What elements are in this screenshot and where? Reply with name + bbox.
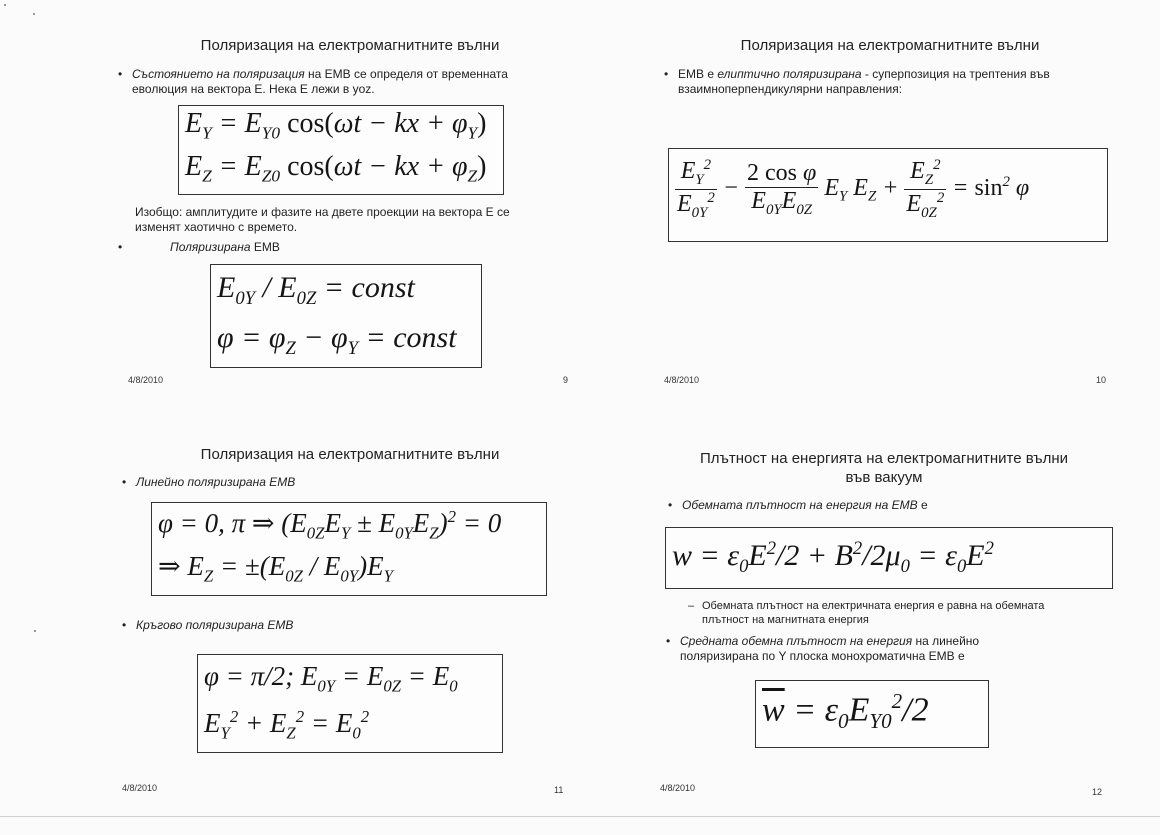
bullet-text: на линейно bbox=[912, 634, 980, 648]
note-line2: изменят хаотично с времето. bbox=[135, 220, 298, 234]
bullet-dot: • bbox=[118, 240, 123, 254]
bullet-dot: • bbox=[668, 498, 673, 512]
slide-number: 10 bbox=[1096, 375, 1107, 385]
bullet-italic-text: Линейно поляризирана ЕМВ bbox=[136, 475, 296, 489]
bullet-text: ЕМВ е bbox=[678, 67, 718, 81]
equation-amplitude-ratio: $E_{0Y} / E_{0Z}$ = const bbox=[217, 271, 415, 309]
scan-speck bbox=[33, 13, 35, 15]
equation-box-mean-energy bbox=[755, 680, 989, 748]
sub-bullet bbox=[688, 599, 1122, 627]
equation-ez: $E_Z = E_{Z0}$ cos(ωt − kx + $\varphi_Z$) bbox=[185, 151, 487, 186]
slide-10 bbox=[640, 28, 1160, 428]
scan-edge bbox=[0, 816, 1160, 817]
equation-box-linear bbox=[151, 502, 547, 596]
slide-9 bbox=[100, 28, 640, 428]
slide-12 bbox=[640, 435, 1160, 835]
equation-ey: $E_Y = E_{Y0}$ cos(ωt − kx + $\varphi_Y$) bbox=[185, 108, 487, 143]
bullet-text: - суперпозиция на трептения във bbox=[861, 67, 1050, 81]
note-text bbox=[135, 205, 595, 235]
bullet-dot: • bbox=[118, 67, 123, 81]
equation-box-field-components bbox=[178, 105, 504, 195]
equation-box-circular bbox=[197, 654, 503, 753]
equation-circular-condition: φ = π/2; $E_{0Y} = E_{0Z} = E_0$ bbox=[204, 661, 458, 696]
slide-date: 4/8/2010 bbox=[664, 375, 700, 385]
bullet bbox=[118, 67, 602, 97]
bullet-text-line2: взаимноперпендикулярни направления: bbox=[678, 82, 903, 96]
fraction-ez: $\frac{E_Z^2}{E_{0Z}^2}$ bbox=[906, 157, 945, 221]
equation-elliptic-polarization: $\frac{E_Y^2}{E_{0Y}^2}$ − $\frac{\text{2 cos φ}}{E_{0Y}E_{0Z}}$ $E_Y$ $E_Z$ + $\frac{E_Z^2}{E_{0Z}^2}$ = $\sin^2 \varphi$ bbox=[677, 157, 1030, 221]
equation-circle: $E_Y^2 + E_Z^2 = E_0^2$ bbox=[204, 707, 370, 743]
bullet bbox=[664, 67, 1158, 97]
equation-phase-difference: $\varphi = \varphi_Z - \varphi_Y$ = const bbox=[217, 321, 457, 359]
equation-box-ellipse bbox=[668, 148, 1108, 242]
bullet-italic-text: Поляризирана bbox=[170, 240, 251, 254]
slide-title-line2: във вакуум bbox=[845, 469, 923, 486]
equation-box-energy-density bbox=[665, 527, 1113, 589]
bullet-italic-text: Средната обемна плътност на енергия bbox=[680, 634, 913, 648]
note-line1: Изобщо: амплитудите и фазите на двете проекции на вектора Е се bbox=[135, 205, 510, 219]
equation-energy-density: $w = \varepsilon_0E^2/2 + B^2/2\mu_0 = \varepsilon_0E^2$ bbox=[672, 538, 994, 577]
scan-speck bbox=[4, 4, 6, 6]
equation-linear-condition: φ = 0, π ⇒ $(E_{0Z}E_Y \pm E_{0Y}E_Z)^2 = 0$ bbox=[158, 507, 502, 543]
bullet-italic-text: Състоянието на поляризация bbox=[132, 67, 305, 81]
equation-mean-energy-density: $\overline{w} = \varepsilon_0E_{Y0}^2/2$ bbox=[762, 689, 929, 734]
bullet-text: е bbox=[917, 498, 928, 512]
slide-title: Поляризация на електромагнитните вълни bbox=[740, 37, 1040, 54]
bullet-text: на ЕМВ се определя от временната bbox=[304, 67, 508, 81]
bullet bbox=[668, 498, 1142, 513]
bullet-text: ЕМВ bbox=[250, 240, 280, 254]
bullet bbox=[666, 634, 1130, 664]
bullet-dot: • bbox=[666, 634, 671, 648]
dash-marker: – bbox=[688, 600, 695, 612]
bullet-italic-text: Кръгово поляризирана ЕМВ bbox=[136, 618, 294, 632]
scan-speck bbox=[34, 630, 36, 632]
bullet bbox=[122, 475, 596, 490]
slide-11 bbox=[100, 435, 640, 835]
slide-number: 11 bbox=[554, 785, 564, 795]
slide-date: 4/8/2010 bbox=[128, 375, 164, 385]
equation-linear-result: ⇒ $E_Z = \pm(E_{0Z} / E_{0Y})E_Y$ bbox=[158, 551, 393, 586]
sub-bullet-line1: Обемната плътност на електричната енергия е равна на обемната bbox=[702, 600, 1045, 612]
slide-title: Поляризация на електромагнитните вълни bbox=[200, 37, 500, 54]
fraction-ey: $\frac{E_Y^2}{E_{0Y}^2}$ bbox=[677, 157, 715, 221]
bullet-dot: • bbox=[122, 618, 127, 632]
bullet-text-line2: поляризирана по Y плоска монохроматична ЕМВ е bbox=[680, 649, 965, 663]
bullet-dot: • bbox=[664, 67, 669, 81]
slide-number: 12 bbox=[1092, 787, 1103, 797]
slide-title-line1: Плътност на енергията на електромагнитните вълни bbox=[699, 450, 1069, 467]
sub-bullet-line2: плътност на магнитната енергия bbox=[702, 614, 869, 626]
bullet-dot: • bbox=[122, 475, 127, 489]
bullet-text-line2: еволюция на вектора Е. Нека Е лежи в yoz. bbox=[132, 82, 375, 96]
slide-title: Поляризация на електромагнитните вълни bbox=[200, 446, 500, 463]
equation-box-polarized bbox=[210, 264, 482, 368]
bullet bbox=[122, 618, 596, 633]
fraction-cos: $\frac{\text{2 cos φ}}{E_{0Y}E_{0Z}}$ bbox=[747, 159, 817, 218]
slide-number: 9 bbox=[563, 375, 569, 385]
slide-date: 4/8/2010 bbox=[660, 783, 696, 793]
slide-date: 4/8/2010 bbox=[122, 783, 158, 793]
slide-title bbox=[634, 449, 1134, 487]
bullet bbox=[118, 240, 592, 255]
bullet-italic-text: елиптично поляризирана bbox=[717, 67, 862, 81]
bullet-italic-text: Обемната плътност на енергия на ЕМВ bbox=[682, 498, 918, 512]
